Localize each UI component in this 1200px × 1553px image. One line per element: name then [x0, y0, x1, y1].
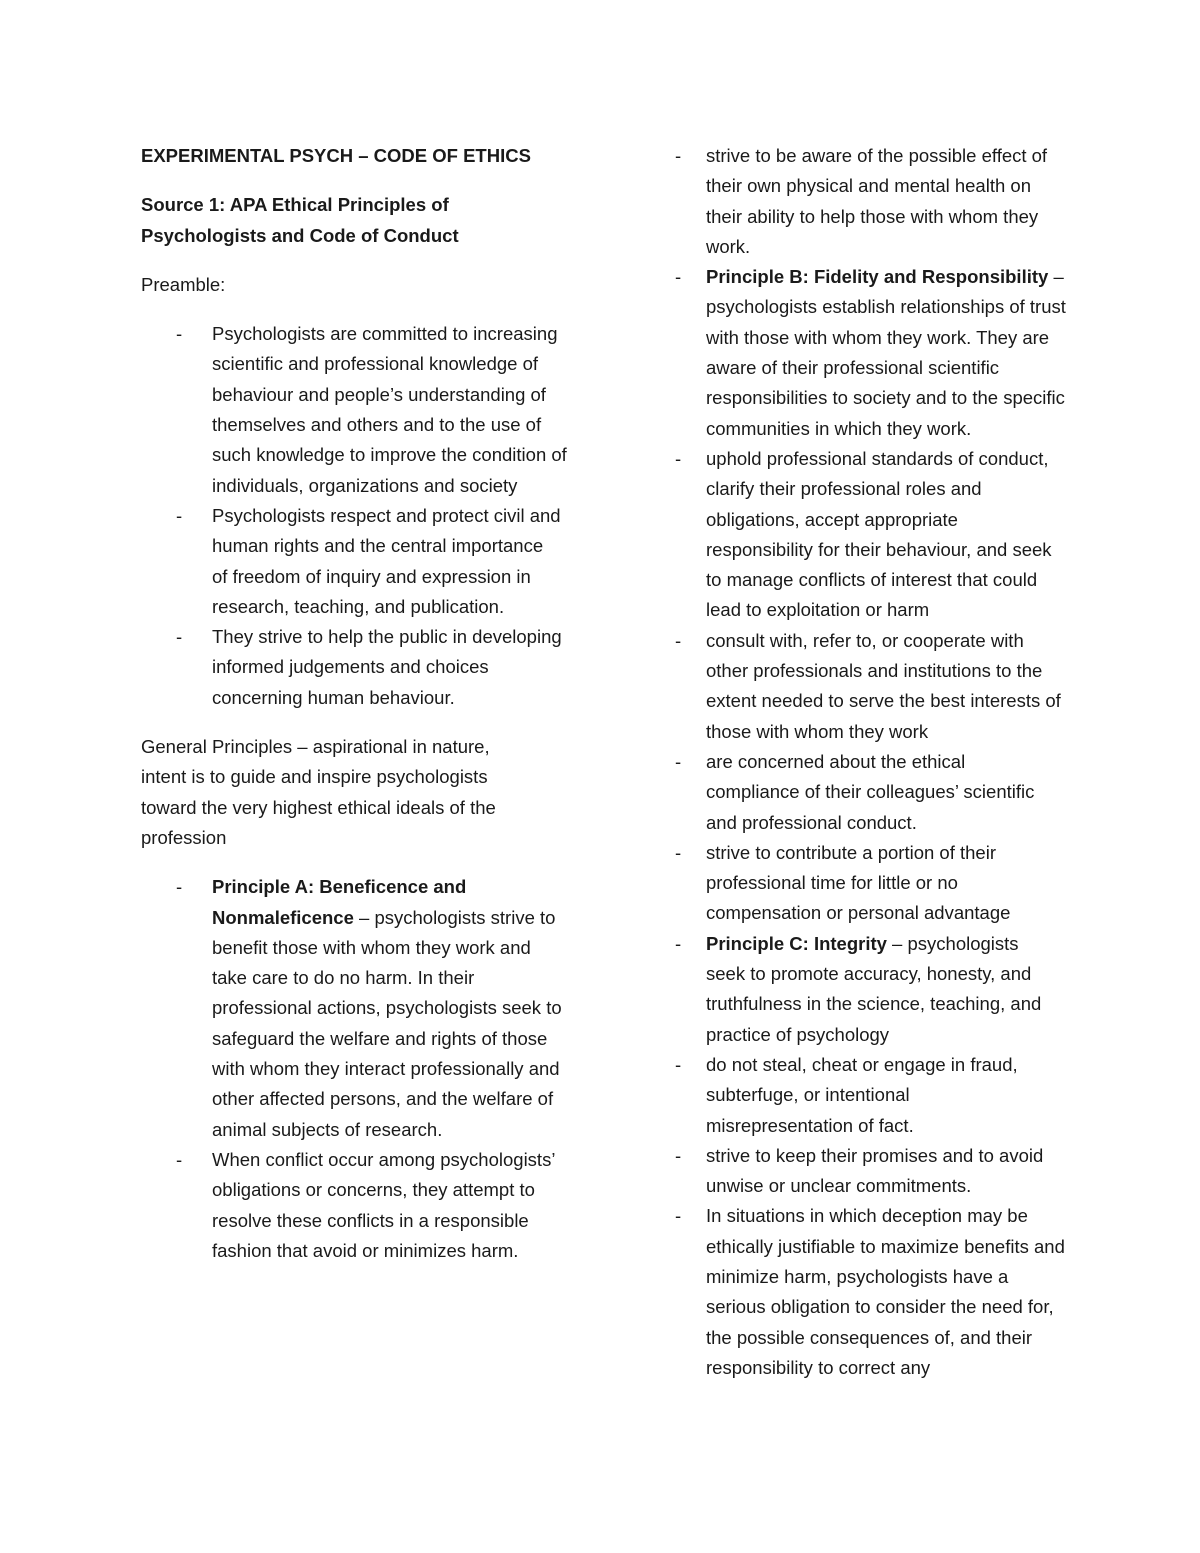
principle-a-list: [141, 872, 581, 1266]
general-principles: General Principles – aspirational in nature, intent is to guide and inspire psychologists toward the very highest ethical ideals of the profession: [141, 736, 496, 848]
right-column: [674, 141, 1074, 1383]
preamble-label: Preamble:: [141, 273, 226, 295]
list-item: - Psychologists are committed to increasing scientific and professional knowledge of behaviour and people’s understanding of themselves and others and to the use of such knowledge to improve the condition of individuals, organizations and society: [141, 319, 572, 501]
principle-b-heading: Principle B: Fidelity and Responsibility: [706, 266, 1049, 288]
list-item: - strive to contribute a portion of their professional time for little or no compensation or personal advantage: [674, 838, 1046, 929]
principle-a-item: [141, 872, 567, 1145]
principle-c-heading: Principle C: Integrity: [706, 932, 887, 954]
list-item: - strive to keep their promises and to avoid unwise or unclear commitments.: [674, 1141, 1051, 1202]
principle-a-text: – psychologists strive to benefit those with whom they work and take care to do no harm. In their professional actions, psychologists seek to safeguard the welfare and rights of those with whom they interact professionally and other affected persons, and the welfare of animal subjects of research.: [212, 906, 562, 1140]
list-item: - uphold professional standards of conduct, clarify their professional roles and obligations, accept appropriate responsibility for their behaviour, and seek to manage conflicts of interest that could lead to exploitation or harm: [674, 444, 1069, 626]
list-item: - In situations in which deception may be ethically justifiable to maximize benefits and minimize harm, psychologists have a serious obligation to consider the need for, the possible consequences of, and their responsibility to correct any: [674, 1201, 1066, 1383]
document-title: EXPERIMENTAL PSYCH – CODE OF ETHICS: [141, 145, 531, 166]
list-item: - do not steal, cheat or engage in fraud, subterfuge, or intentional misrepresentation of fact.: [674, 1050, 1051, 1141]
principle-c-item: [674, 929, 1061, 1050]
principle-b-item: [674, 262, 1069, 444]
list-item: - Psychologists respect and protect civil and human rights and the central importance of freedom of inquiry and expression in research, teaching, and publication.: [141, 501, 562, 622]
preamble-list: [141, 319, 581, 713]
principle-c-text: – psychologists seek to promote accuracy, honesty, and truthfulness in the science, teaching, and practice of psychology: [706, 932, 1042, 1045]
list-item: - strive to be aware of the possible effect of their own physical and mental health on their ability to help those with whom they work.: [674, 141, 1061, 262]
left-column: [141, 141, 581, 1266]
source-heading: Source 1: APA Ethical Principles of Psychologists and Code of Conduct: [141, 194, 459, 246]
list-item: - They strive to help the public in developing informed judgements and choices concerning human behaviour.: [141, 622, 562, 713]
principle-a-heading: Principle A: Beneficence and Nonmaleficence: [212, 876, 467, 928]
principle-b-text: – psychologists establish relationships of trust with those with whom they work. They are aware of their professional scientific responsibilities to society and to the specific communities in which they work.: [706, 266, 1066, 439]
right-list: [674, 141, 1074, 1383]
list-item: - are concerned about the ethical compliance of their colleagues’ scientific and professional conduct.: [674, 747, 1046, 838]
list-item: - consult with, refer to, or cooperate with other professionals and institutions to the extent needed to serve the best interests of those with whom they work: [674, 626, 1069, 747]
list-item: - When conflict occur among psychologists’ obligations or concerns, they attempt to resolve these conflicts in a responsible fashion that avoid or minimizes harm.: [141, 1145, 560, 1266]
